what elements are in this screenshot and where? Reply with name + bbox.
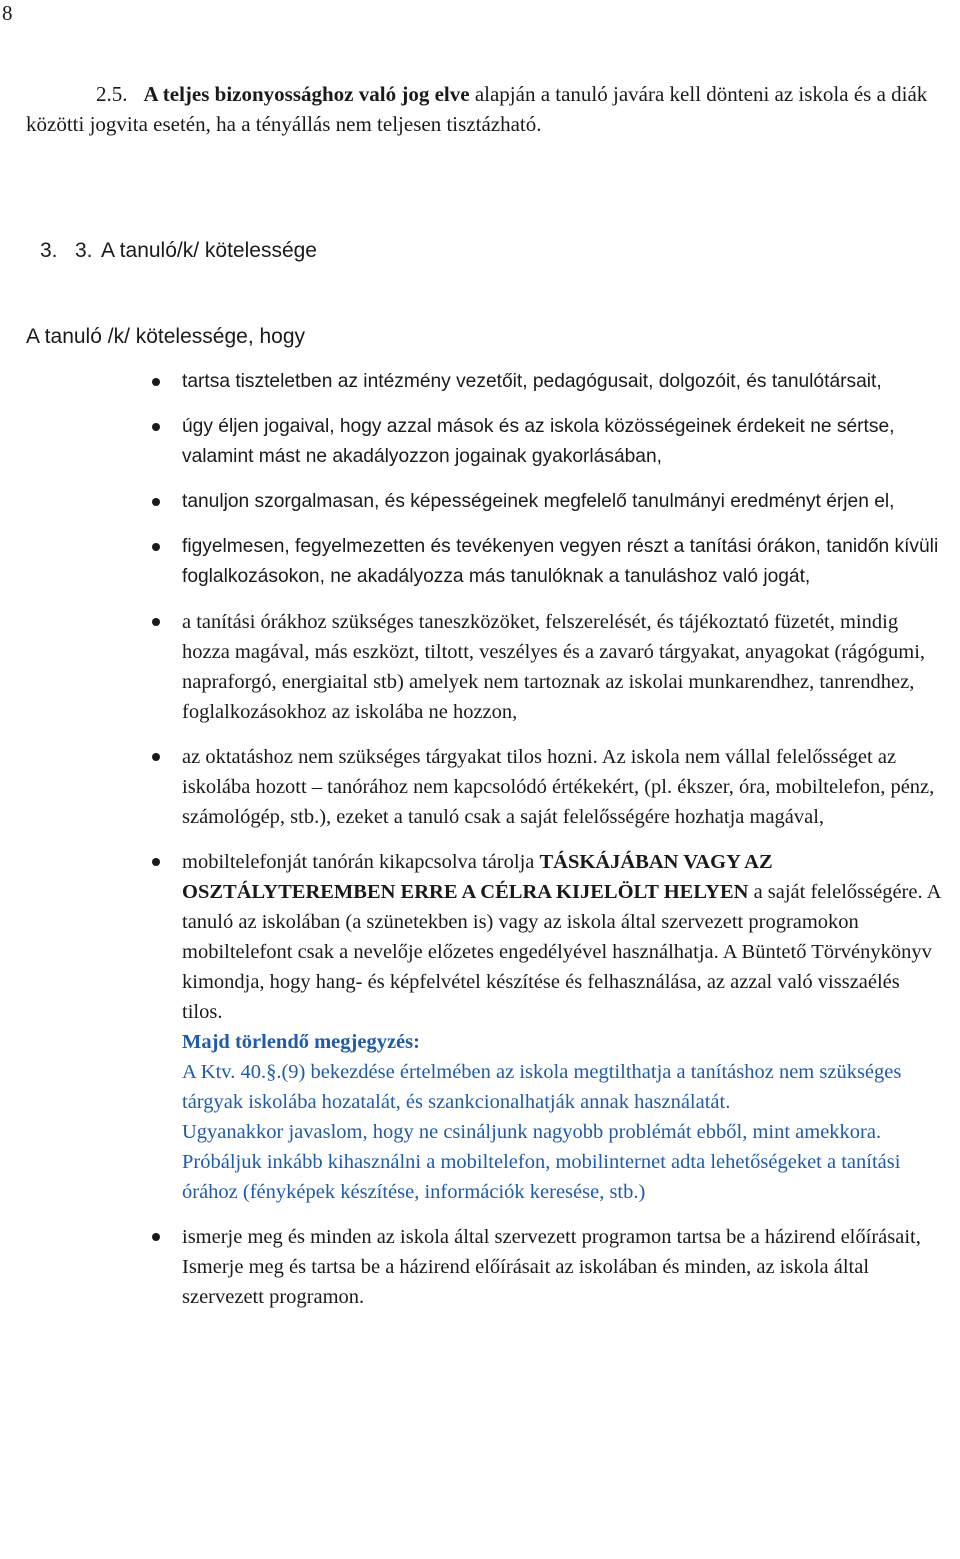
phone-prefix: mobiltelefonját tanórán kikapcsolva tárolja [182, 851, 540, 873]
list-item: az oktatáshoz nem szükséges tárgyakat tilos hozni. Az iskola nem vállal felelősséget az iskolába hozott – tanórához nem kapcsolódó értékekért, (pl. ékszer, óra, mobiltelefon, pénz, számológép, stb.), ezeket a tanuló csak a saját felelősségére hozhatja magával, [0, 742, 942, 832]
phone-suffix: a saját felelősségére. A tanuló az iskolában (a szünetekben is) vagy az iskola által szervezett programokon mobiltelefont csak a nevelője előzetes engedélyével használhatja. A Büntető Törvénykönyv kimondja, hogy hang- és képfelvétel készítése és felhasználása, az azzal való visszaélés tilos. [182, 881, 941, 1023]
bullet-icon [152, 423, 160, 431]
bullet-icon [152, 1233, 160, 1241]
note-title: Majd törlendő megjegyzés: [182, 1031, 420, 1053]
principle-number: 2.5. [96, 82, 128, 106]
list-item: tartsa tiszteletben az intézmény vezetőit, pedagógusait, dolgozóit, és tanulótársait, [0, 367, 942, 397]
principle-text: alapján a tanuló javára kell dönteni az iskola és a diák közötti jogvita esetén, ha a tényállás nem teljesen tisztázható. [26, 82, 928, 136]
principle-paragraph [26, 79, 946, 139]
list-item: ismerje meg és minden az iskola által szervezett programon tartsa be a házirend előírásait, Ismerje meg és tartsa be a házirend előírásait az iskolában és minden, az iskola által szervezett programon. [0, 1222, 942, 1312]
page-number: 8 [2, 1, 13, 25]
note-paragraph-2: Ugyanakkor javaslom, hogy ne csináljunk nagyobb problémát ebből, mint amekkora. Próbáljuk inkább kihasználni a mobiltelefon, mobilinternet adta lehetőségeket a tanítási órához (fényképek készítése, információk keresése, stb.) [182, 1121, 901, 1203]
note-paragraph-1: A Ktv. 40.§.(9) bekezdése értelmében az iskola megtilthatja a tanításhoz nem szükséges tárgyak iskolába hozatalát, és szankcionalhatják annak használatát. [182, 1061, 902, 1113]
bullet-icon [152, 543, 160, 551]
bullet-icon [152, 858, 160, 866]
bullet-icon [152, 378, 160, 386]
list-item: tanuljon szorgalmasan, és képességeinek megfelelő tanulmányi eredményt érjen el, [0, 487, 942, 517]
section-title: A tanuló/k/ kötelessége [101, 239, 317, 262]
list-item-phone [0, 847, 942, 1207]
bullet-icon [152, 618, 160, 626]
bullet-icon [152, 498, 160, 506]
list-item: úgy éljen jogaival, hogy azzal mások és az iskola közösségeinek érdekeit ne sértse, valamint mást ne akadályozzon jogainak gyakorlásában, [0, 412, 942, 472]
duties-intro: A tanuló /k/ kötelessége, hogy [26, 325, 306, 348]
section-number-1: 3. [40, 239, 58, 262]
phone-bold-location: TÁSKÁJÁBAN VAGY AZ OSZTÁLYTEREMBEN ERRE A CÉLRA KIJELÖLT HELYEN [182, 851, 773, 903]
section-heading [40, 236, 317, 266]
principle-bold-title: A teljes bizonyossághoz való jog elve [143, 82, 470, 106]
bullet-icon [152, 753, 160, 761]
section-number-2: 3. [75, 239, 93, 262]
duties-list [0, 367, 960, 1327]
list-item: figyelmesen, fegyelmezetten és tevékenyen vegyen részt a tanítási órákon, tanidőn kívüli foglalkozásokon, ne akadályozza más tanulóknak a tanuláshoz való jogát, [0, 532, 942, 592]
list-item: a tanítási órákhoz szükséges taneszközöket, felszerelését, és tájékoztató füzetét, mindig hozza magával, más eszközt, tiltott, veszélyes és a zavaró tárgyakat, anyagokat (rágógumi, napraforgó, energiaital stb) amelyek nem tartoznak az iskolai munkarendhez, tanrendhez, foglalkozásokhoz az iskolába ne hozzon, [0, 607, 942, 727]
